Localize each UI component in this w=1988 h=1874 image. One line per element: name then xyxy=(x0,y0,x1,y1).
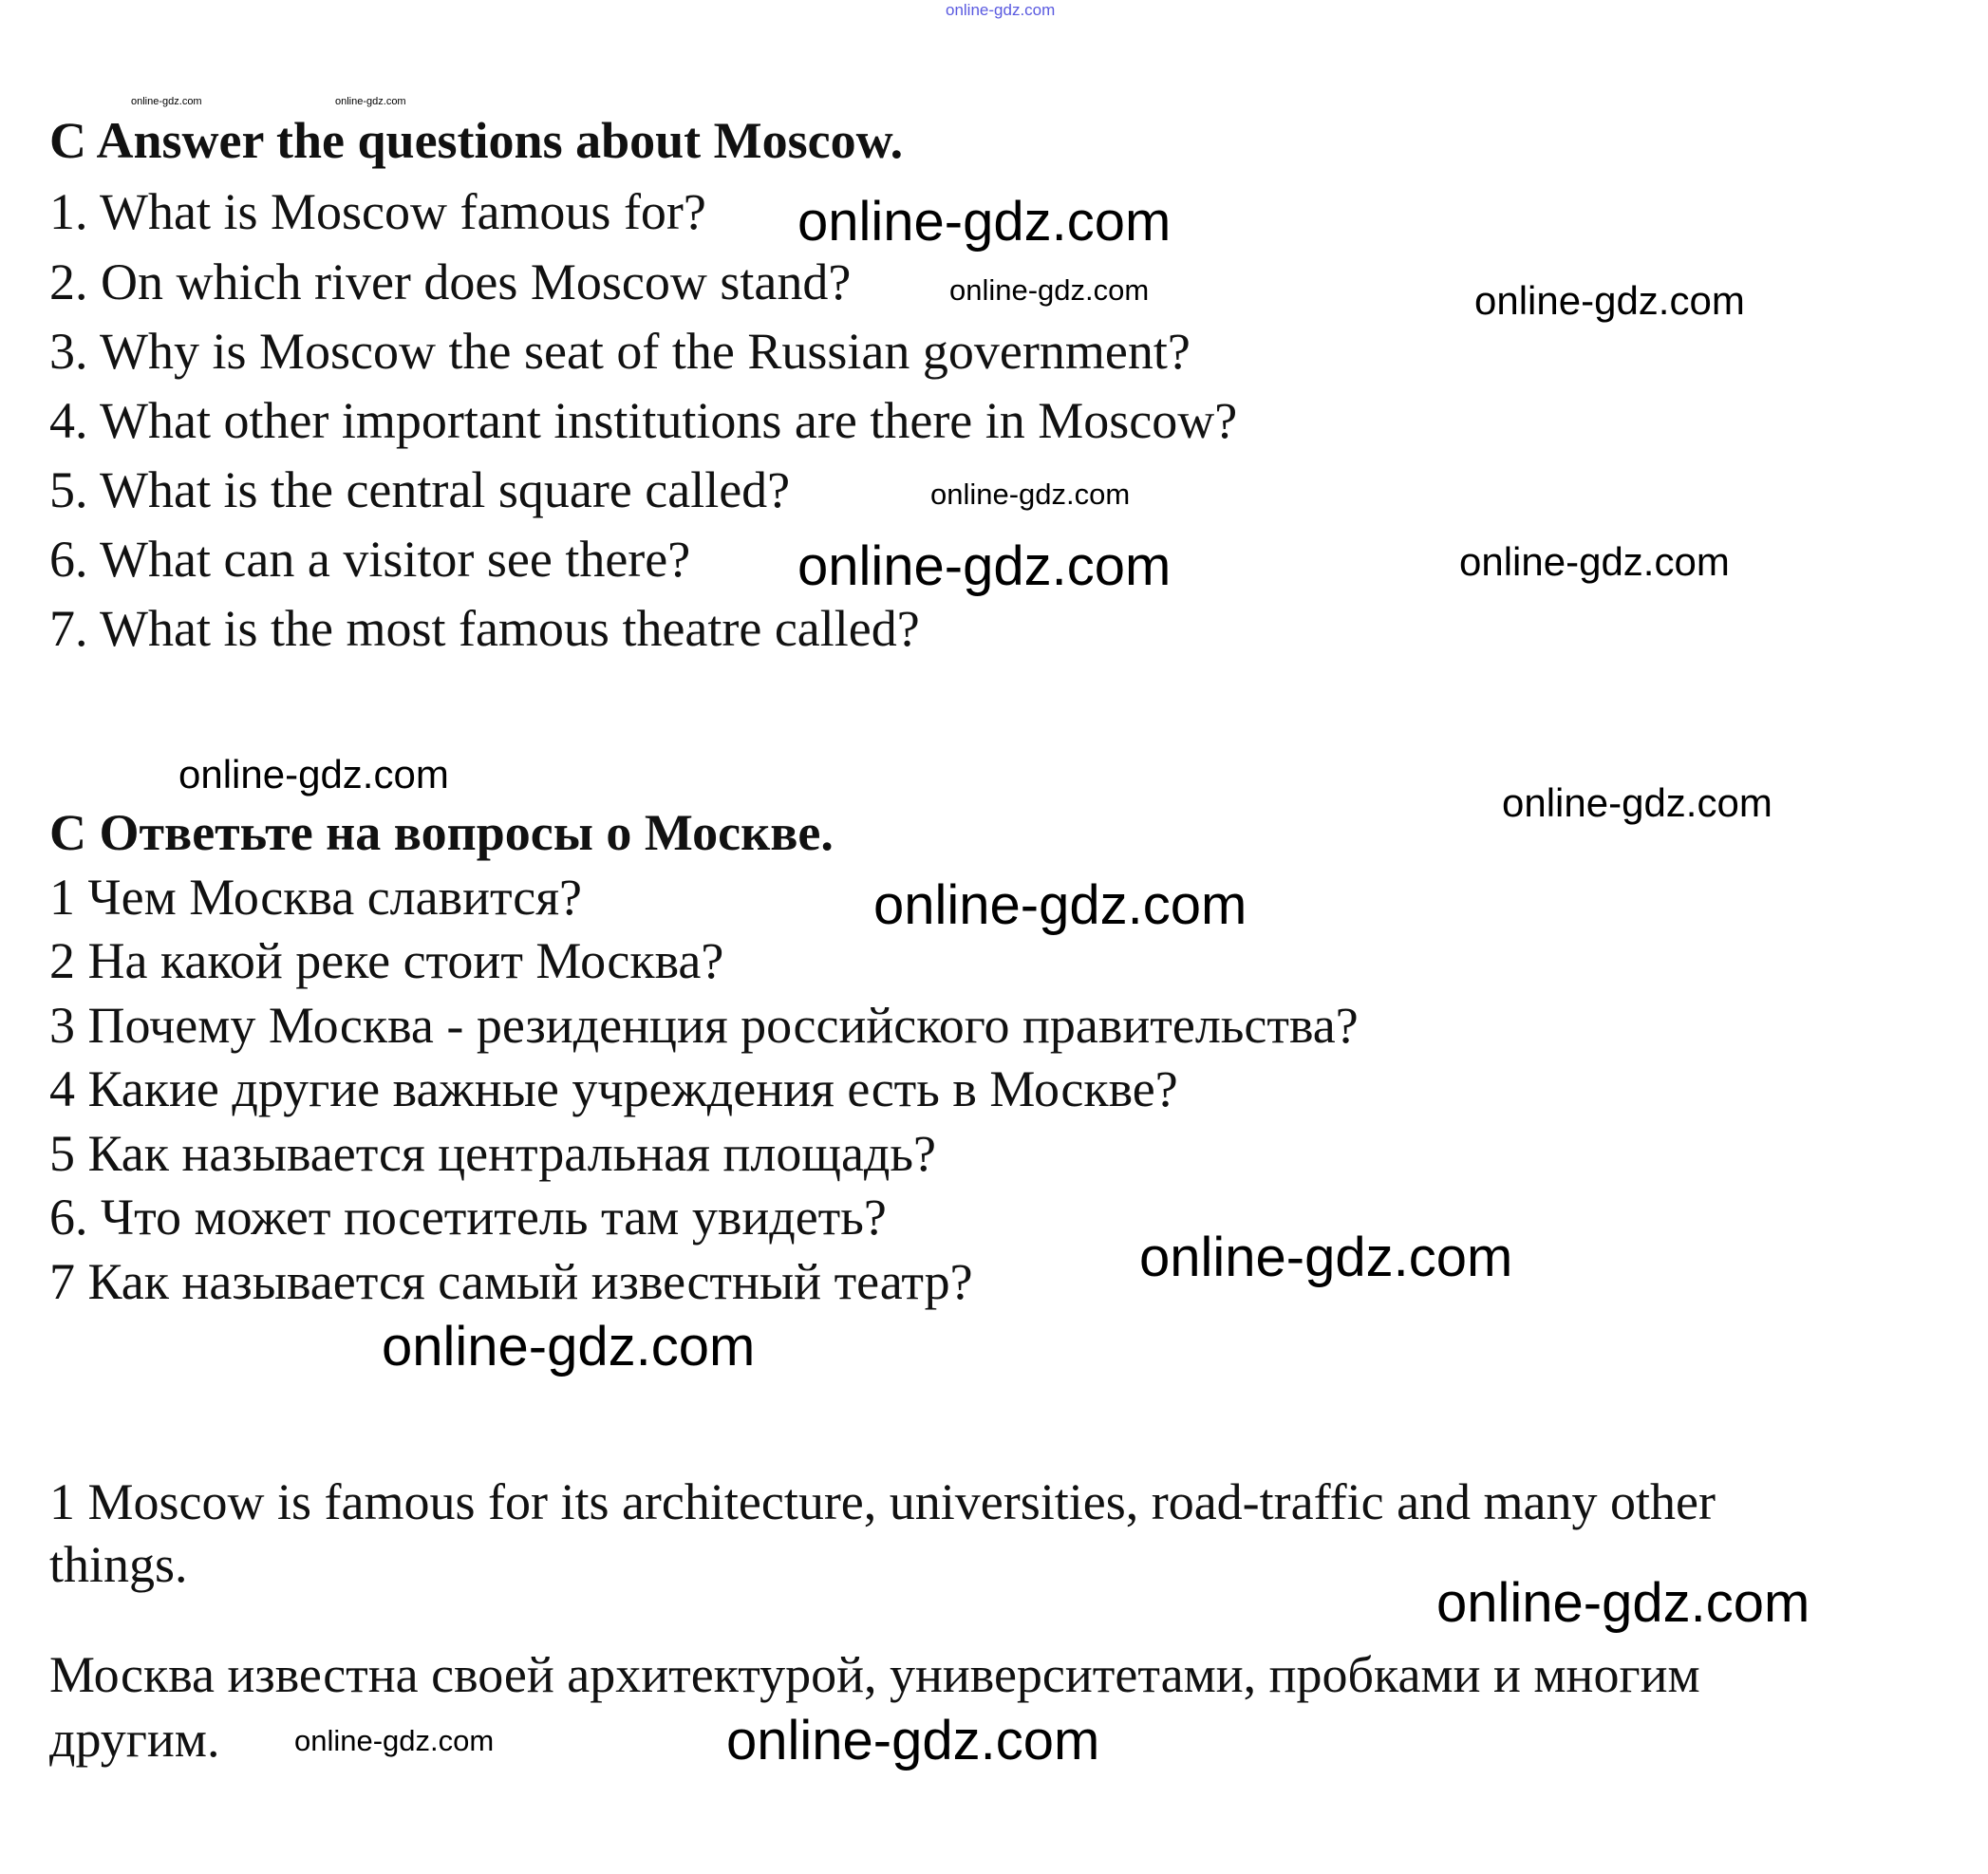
ru-question-4: 4 Какие другие важные учреждения есть в Москве? xyxy=(49,1060,1178,1117)
watermark: online-gdz.com xyxy=(726,1710,1100,1771)
watermark: online-gdz.com xyxy=(131,96,202,107)
watermark: online-gdz.com xyxy=(873,874,1247,936)
watermark: online-gdz.com xyxy=(178,752,449,796)
watermark: online-gdz.com xyxy=(335,96,406,107)
watermark: online-gdz.com xyxy=(1502,780,1772,825)
question-2: 2. On which river does Moscow stand? xyxy=(49,253,852,310)
answer-ru-line-1: Москва известна своей архитектурой, университетами, пробками и многим xyxy=(49,1646,1700,1703)
ru-question-6: 6. Что может посетитель там увидеть? xyxy=(49,1189,887,1246)
ru-question-2: 2 На какой реке стоит Москва? xyxy=(49,932,724,989)
answer-en-line-1: 1 Moscow is famous for its architecture, universities, road-traffic and many other xyxy=(49,1473,1716,1530)
watermark: online-gdz.com xyxy=(1474,278,1745,323)
english-heading: C Answer the questions about Moscow. xyxy=(49,112,904,169)
watermark: online-gdz.com xyxy=(1436,1572,1810,1634)
ru-question-1: 1 Чем Москва славится? xyxy=(49,869,583,926)
watermark: online-gdz.com xyxy=(949,273,1150,307)
question-5: 5. What is the central square called? xyxy=(49,461,791,518)
answer-en-line-2: things. xyxy=(49,1536,188,1593)
watermark: online-gdz.com xyxy=(382,1316,756,1377)
question-1: 1. What is Moscow famous for? xyxy=(49,183,706,240)
question-7: 7. What is the most famous theatre called? xyxy=(49,600,920,657)
ru-question-3: 3 Почему Москва - резиденция российского правительства? xyxy=(49,997,1359,1054)
question-4: 4. What other important institutions are there in Moscow? xyxy=(49,392,1238,449)
question-6: 6. What can a visitor see there? xyxy=(49,531,691,588)
question-3: 3. Why is Moscow the seat of the Russian government? xyxy=(49,323,1191,380)
watermark: online-gdz.com xyxy=(797,191,1172,253)
watermark: online-gdz.com xyxy=(294,1724,495,1757)
watermark: online-gdz.com xyxy=(946,1,1056,19)
watermark: online-gdz.com xyxy=(1459,539,1730,584)
ru-question-5: 5 Как называется центральная площадь? xyxy=(49,1125,936,1182)
russian-heading: C Ответьте на вопросы о Москве. xyxy=(49,804,834,861)
ru-question-7: 7 Как называется самый известный театр? xyxy=(49,1253,973,1310)
watermark: online-gdz.com xyxy=(1139,1227,1513,1288)
watermark: online-gdz.com xyxy=(930,478,1131,511)
watermark: online-gdz.com xyxy=(797,535,1172,597)
answer-ru-line-2: другим. xyxy=(49,1711,220,1768)
